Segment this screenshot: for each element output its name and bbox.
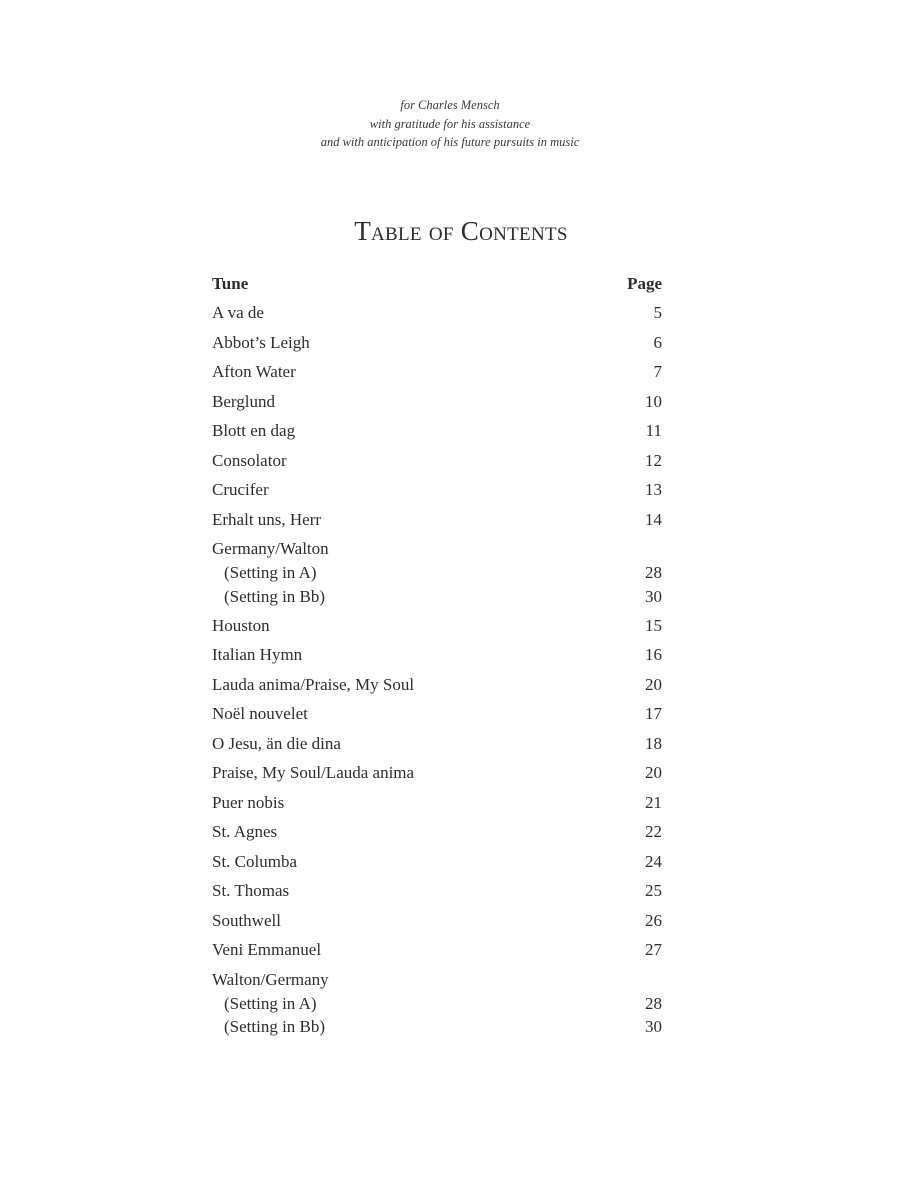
- toc-entry: [212, 761, 662, 791]
- toc-entry: [212, 449, 662, 479]
- toc-entry-group: [212, 537, 662, 608]
- entry-page: 17: [645, 704, 662, 723]
- entry-page: 20: [645, 674, 662, 694]
- entry-page: 12: [645, 450, 662, 470]
- entry-page: 28: [645, 993, 662, 1013]
- entry-title: St. Agnes: [212, 822, 278, 841]
- toc-entry-group: [212, 968, 662, 1039]
- setting-label: (Setting in A): [224, 993, 317, 1013]
- entry-title: Berglund: [212, 391, 275, 411]
- entry-title: Puer nobis: [212, 792, 285, 812]
- entry-title: Southwell: [212, 910, 281, 930]
- toc-entry: [212, 643, 662, 673]
- entry-page: 30: [645, 586, 662, 606]
- setting-label: (Setting in A): [224, 563, 317, 582]
- toc-entry: [212, 390, 662, 420]
- entry-title: Houston: [212, 615, 270, 635]
- toc-header: [212, 272, 662, 301]
- entry-title: St. Columba: [212, 851, 298, 871]
- entry-title: Germany/Walton: [212, 539, 329, 558]
- entry-page: 10: [645, 391, 662, 411]
- entry-title: Abbot’s Leigh: [212, 332, 310, 352]
- entry-page: 14: [645, 509, 662, 529]
- entry-page: 16: [645, 645, 662, 664]
- toc-entry: [212, 879, 662, 909]
- toc-sub-entry: [212, 1015, 662, 1039]
- toc-entry: [212, 909, 662, 939]
- dedication-line: with gratitude for his assistance: [369, 116, 531, 131]
- entry-title: Lauda anima/Praise, My Soul: [212, 674, 415, 694]
- entry-title: Italian Hymn: [212, 645, 303, 664]
- entry-page: 22: [645, 822, 662, 841]
- toc-entry: [212, 732, 662, 762]
- entry-page: 13: [645, 480, 662, 499]
- toc-sub-entry: [212, 585, 662, 609]
- entry-page: 27: [645, 940, 662, 959]
- entry-page: 25: [645, 881, 662, 900]
- toc-entry: [212, 702, 662, 732]
- entry-title: Consolator: [212, 450, 287, 470]
- entry-title: Walton/Germany: [212, 969, 329, 989]
- entry-page: 5: [653, 303, 662, 322]
- toc-entry: [212, 820, 662, 850]
- entry-page: 26: [645, 910, 662, 930]
- entry-title: Praise, My Soul/Lauda anima: [212, 763, 415, 782]
- toc-entry: [212, 331, 662, 361]
- entry-title: Erhalt uns, Herr: [212, 509, 322, 529]
- table-of-contents: [212, 272, 662, 1044]
- setting-label: (Setting in Bb): [224, 1017, 326, 1036]
- entry-page: 21: [645, 792, 662, 812]
- entry-page: 7: [653, 362, 662, 381]
- page-column-header: Page: [627, 274, 662, 293]
- toc-entry: [212, 301, 662, 331]
- entry-title: A va de: [212, 303, 264, 322]
- entry-title: Noël nouvelet: [212, 704, 308, 723]
- toc-entry: [212, 673, 662, 703]
- toc-entry: [212, 850, 662, 880]
- entry-page: 18: [645, 733, 662, 753]
- entry-page: 15: [645, 615, 662, 635]
- dedication: [0, 96, 900, 152]
- entry-title: Veni Emmanuel: [212, 940, 322, 959]
- tune-column-header: Tune: [212, 274, 249, 293]
- entry-title: O Jesu, än die dina: [212, 733, 341, 753]
- toc-entry: [212, 360, 662, 390]
- entry-page: 6: [653, 332, 662, 352]
- toc-entry: [212, 478, 662, 508]
- entry-title: Afton Water: [212, 362, 296, 381]
- setting-label: (Setting in Bb): [224, 586, 326, 606]
- entry-title: St. Thomas: [212, 881, 290, 900]
- page-title: Table of Contents: [354, 216, 568, 246]
- entry-title: Crucifer: [212, 480, 269, 499]
- entry-page: 28: [645, 563, 662, 582]
- entry-page: 24: [645, 851, 662, 871]
- toc-sub-entry: [212, 561, 662, 585]
- dedication-line: for Charles Mensch: [400, 98, 500, 112]
- toc-entry: [212, 614, 662, 644]
- toc-entry: [212, 791, 662, 821]
- toc-entry: [212, 938, 662, 968]
- toc-entry: [212, 419, 662, 449]
- toc-entry: [212, 508, 662, 538]
- entry-page: 20: [645, 763, 662, 782]
- toc-sub-entry: [212, 992, 662, 1016]
- entry-page: 30: [645, 1017, 662, 1036]
- dedication-line: and with anticipation of his future pursuits in music: [320, 135, 580, 149]
- entry-page: 11: [645, 421, 662, 440]
- entry-title: Blott en dag: [212, 421, 296, 440]
